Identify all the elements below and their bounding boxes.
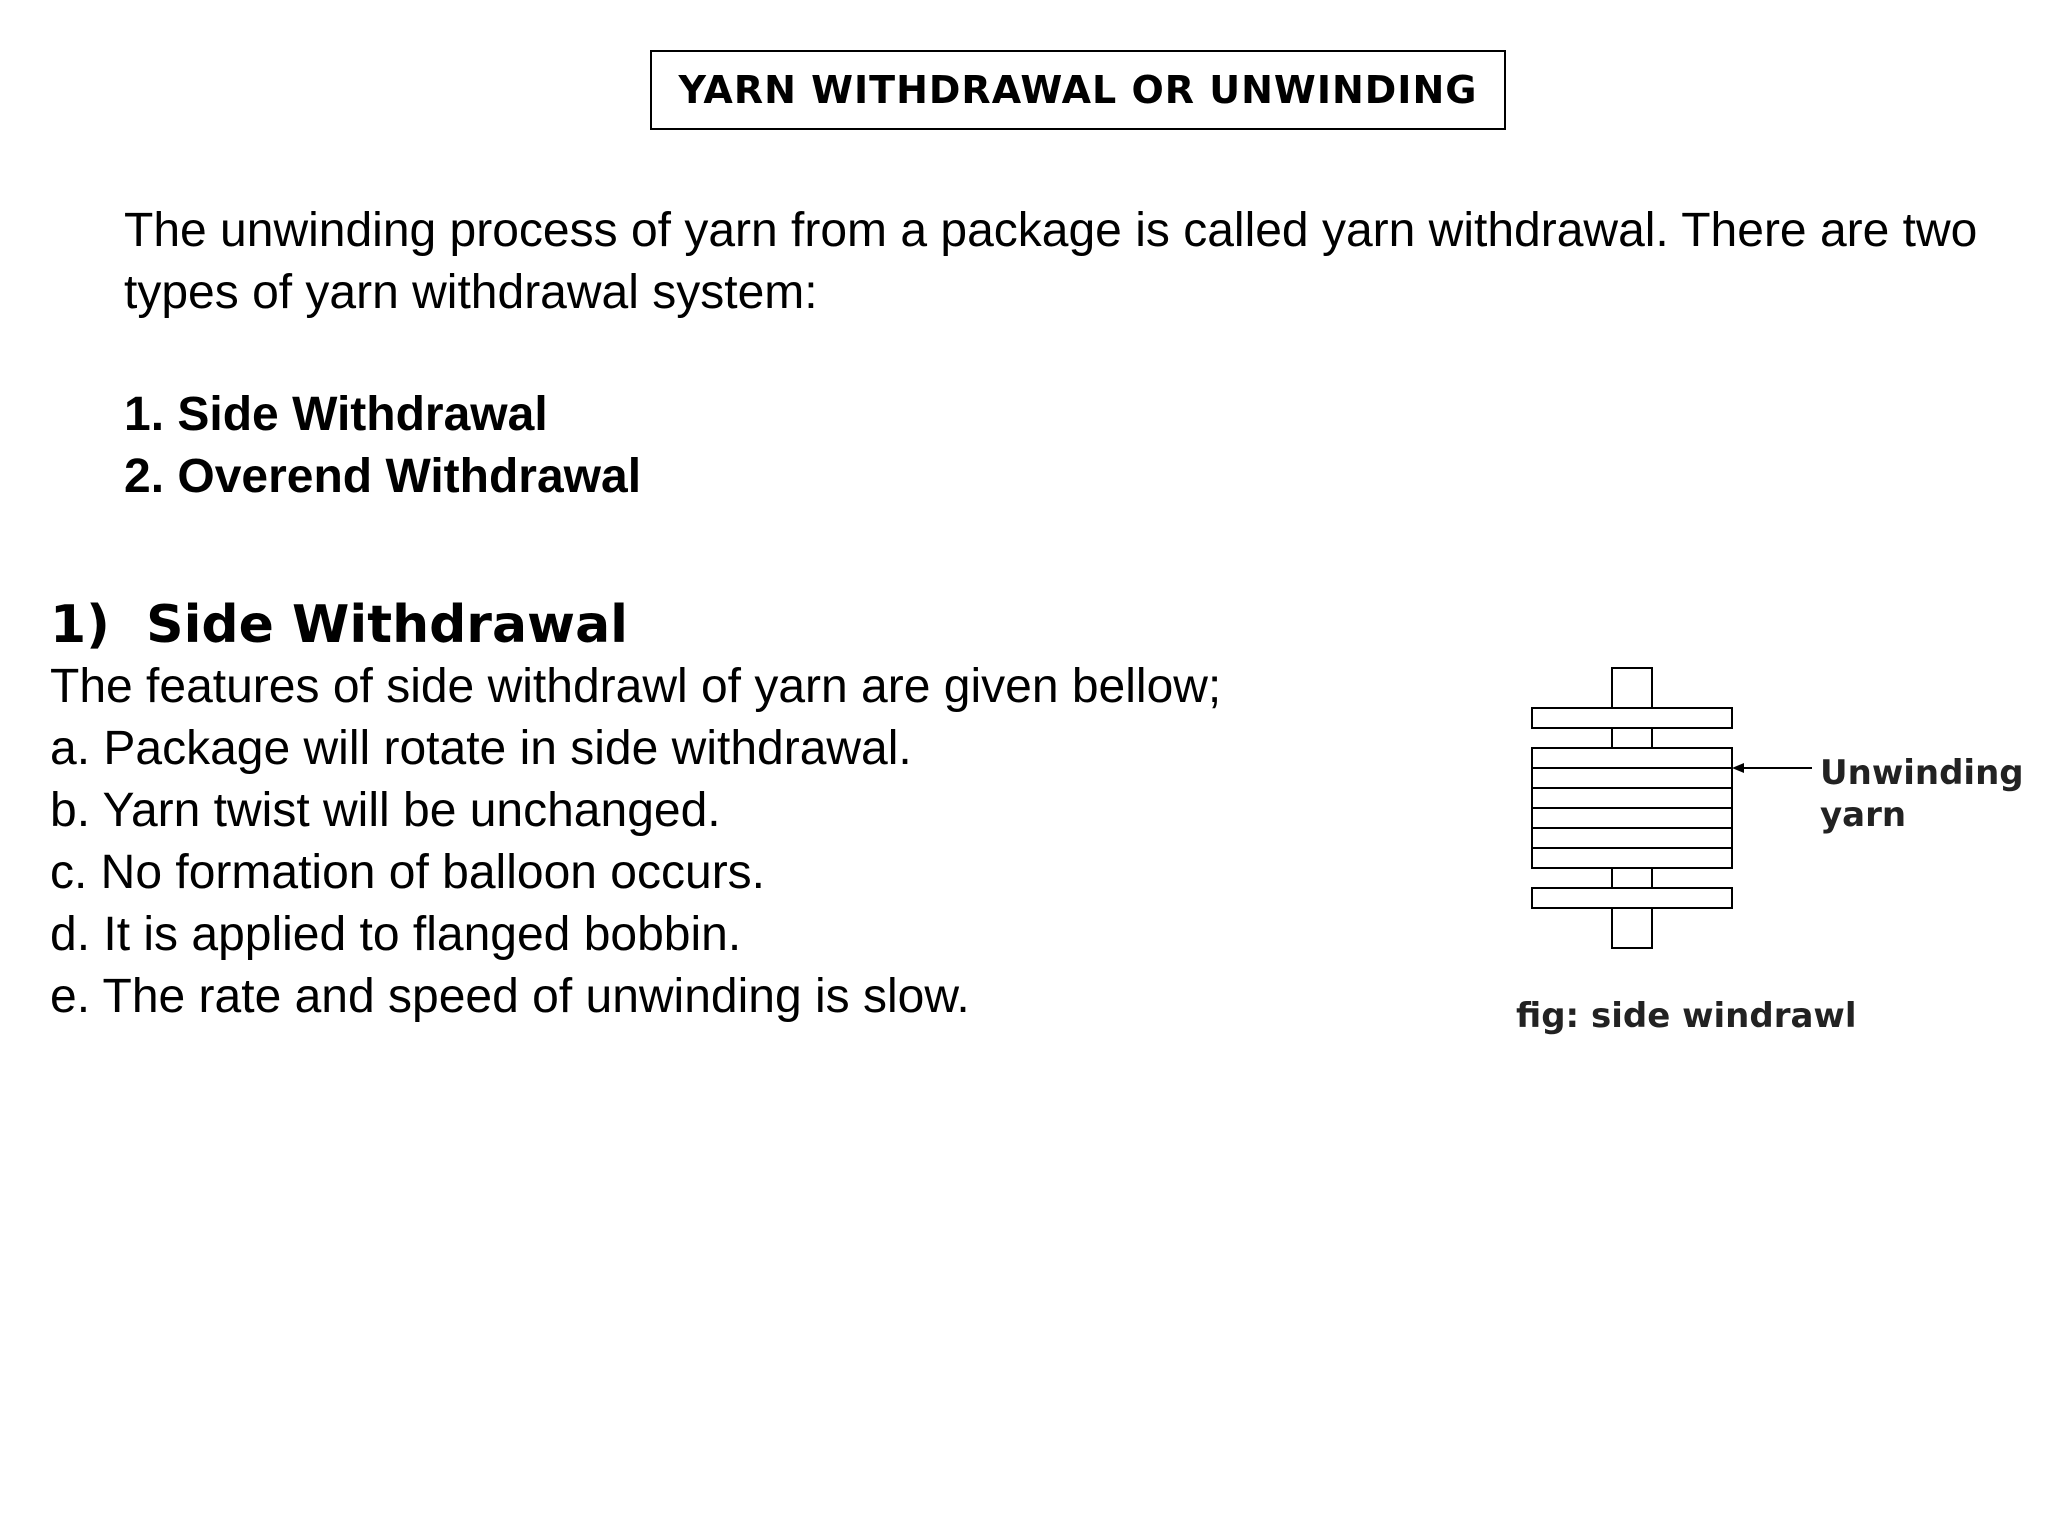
unwinding-arrow-head — [1732, 763, 1744, 773]
section-heading: 1) Side Withdrawal — [50, 595, 628, 655]
flange-bottom — [1532, 888, 1732, 908]
features-list — [50, 656, 1221, 1028]
feature-item-b: b. Yarn twist will be unchanged. — [50, 784, 721, 837]
neck-top — [1612, 728, 1652, 748]
type-item-side: 1. Side Withdrawal — [124, 388, 548, 441]
feature-item-e: e. The rate and speed of unwinding is slow. — [50, 970, 970, 1023]
withdrawal-types-list — [124, 384, 641, 508]
label-line-2: yarn — [1820, 795, 1907, 835]
intro-paragraph: The unwinding process of yarn from a package is called yarn withdrawal. There are two types of yarn withdrawal system: — [124, 204, 1978, 319]
unwinding-yarn-label — [1820, 752, 2024, 836]
page-title: YARN WITHDRAWAL OR UNWINDING — [678, 68, 1478, 112]
feature-item-a: a. Package will rotate in side withdrawal. — [50, 722, 912, 775]
label-line-1: Unwinding — [1820, 753, 2024, 793]
figure-caption: fig: side windrawl — [1516, 996, 1857, 1036]
feature-item-c: c. No formation of balloon occurs. — [50, 846, 766, 899]
flange-top — [1532, 708, 1732, 728]
title-box — [650, 50, 1506, 130]
spindle-bottom — [1612, 908, 1652, 948]
spindle-top — [1612, 668, 1652, 708]
type-item-overend: 2. Overend Withdrawal — [124, 450, 642, 503]
neck-bottom — [1612, 868, 1652, 888]
features-lead: The features of side withdrawl of yarn are given bellow; — [50, 660, 1222, 713]
feature-item-d: d. It is applied to flanged bobbin. — [50, 908, 742, 961]
